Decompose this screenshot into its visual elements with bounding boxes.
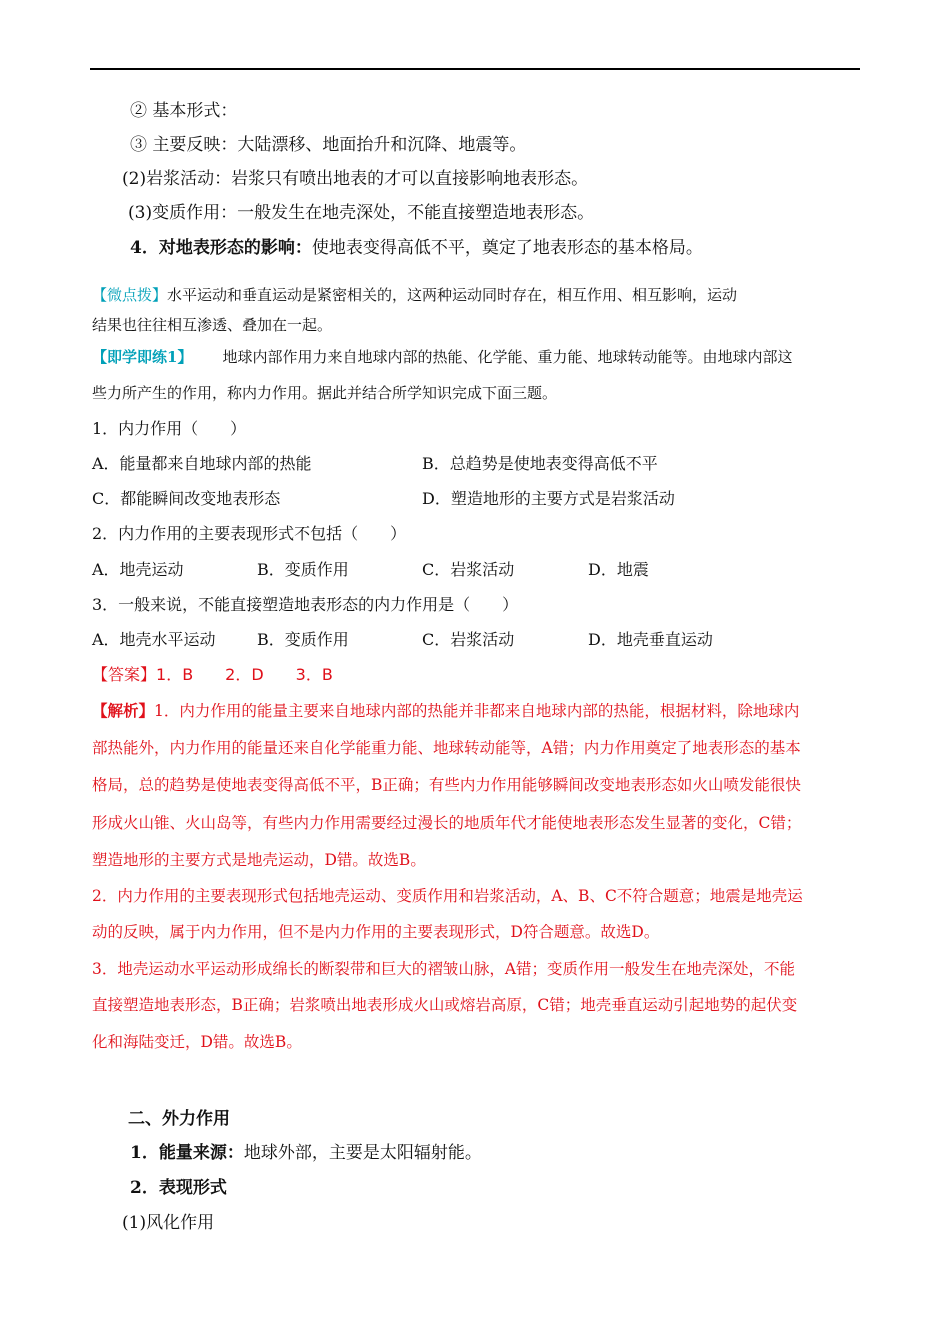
tip-text-1: 水平运动和垂直运动是紧密相关的，这两种运动同时存在，相互作用、相互影响，运动 (167, 286, 738, 304)
analysis-p3-l1: 3．地壳运动水平运动形成绵长的断裂带和巨大的褶皱山脉，A错；变质作用一般发生在地壳深处，不能 (92, 960, 796, 978)
analysis-line-1 (92, 700, 799, 722)
practice-text-1: 地球内部作用力来自地球内部的热能、化学能、重力能、地球转动能等。由地球内部这 (222, 348, 793, 366)
item-basic-form: ② 基本形式： (130, 101, 238, 121)
question-2-option-b: B．变质作用 (257, 560, 349, 579)
question-1-option-b: B．总趋势是使地表变得高低不平 (422, 454, 658, 473)
question-3-option-b: B．变质作用 (257, 630, 349, 649)
item-4-text: 使地表变得高低不平，奠定了地表形态的基本格局。 (311, 238, 703, 258)
analysis-label: 【解析】 (92, 701, 155, 720)
analysis-p2-l2: 动的反映，属于内力作用，但不是内力作用的主要表现形式，D符合题意。故选D。 (92, 923, 660, 941)
question-3-stem: 3．一般来说，不能直接塑造地表形态的内力作用是（ ） (92, 595, 519, 614)
tip-line-2: 结果也往往相互渗透、叠加在一起。 (92, 316, 333, 334)
analysis-p1-l4: 形成火山锥、火山岛等，有些内力作用需要经过漫长的地质年代才能使地表形态发生显著的变化，C错； (92, 814, 802, 832)
section-two-item-1 (130, 1142, 482, 1164)
analysis-p3-l2: 直接塑造地表形态，B正确；岩浆喷出地表形成火山或熔岩高原，C错；地壳垂直运动引起地势的起伏变 (92, 996, 798, 1014)
question-3-option-a: A．地壳水平运动 (92, 630, 216, 649)
question-1-option-c: C．都能瞬间改变地表形态 (92, 489, 281, 508)
item-main-reflection: ③ 主要反映：大陆漂移、地面抬升和沉降、地震等。 (130, 135, 527, 155)
question-1-option-d: D．塑造地形的主要方式是岩浆活动 (422, 489, 675, 508)
answer-text: 1．B 2．D 3．B (156, 665, 333, 684)
question-2-option-c: C．岩浆活动 (422, 560, 515, 579)
question-2-option-d: D．地震 (588, 560, 649, 579)
analysis-p2-l1: 2．内力作用的主要表现形式包括地壳运动、变质作用和岩浆活动，A、B、C不符合题意；地震是地壳运 (92, 887, 803, 905)
item-metamorphism: (3)变质作用：一般发生在地壳深处，不能直接塑造地表形态。 (128, 203, 595, 223)
question-2-stem: 2．内力作用的主要表现形式不包括（ ） (92, 524, 407, 543)
question-3-option-c: C．岩浆活动 (422, 630, 515, 649)
analysis-p1-l2: 部热能外，内力作用的能量还来自化学能重力能、地球转动能等，A错；内力作用奠定了地表形态的基本 (92, 739, 801, 757)
header-rule (90, 68, 860, 70)
analysis-p1-l3: 格局，总的趋势是使地表变得高低不平，B正确；有些内力作用能够瞬间改变地表形态如火山喷发能很快 (92, 776, 801, 794)
question-3-option-d: D．地壳垂直运动 (588, 630, 713, 649)
section-two-item-1-text: 地球外部，主要是太阳辐射能。 (243, 1143, 482, 1163)
practice-line-2: 些力所产生的作用，称内力作用。据此并结合所学知识完成下面三题。 (92, 384, 558, 402)
practice-label: 【即学即练1】 (92, 348, 193, 366)
question-1-stem: 1．内力作用（ ） (92, 419, 247, 438)
tip-label: 【微点拨】 (92, 286, 168, 304)
question-2-option-a: A．地壳运动 (92, 560, 184, 579)
tip-line-1 (92, 284, 737, 306)
analysis-p3-l3: 化和海陆变迁，D错。故选B。 (92, 1033, 302, 1051)
item-4-label: 4．对地表形态的影响： (130, 238, 312, 258)
section-two-item-2: 2．表现形式 (130, 1178, 227, 1198)
answer-label: 【答案】 (92, 665, 157, 684)
section-two-heading: 二、外力作用 (128, 1109, 230, 1129)
item-4 (130, 237, 703, 259)
item-magma-activity: (2)岩浆活动：岩浆只有喷出地表的才可以直接影响地表形态。 (122, 169, 589, 189)
question-1-option-a: A．能量都来自地球内部的热能 (92, 454, 312, 473)
answer-line (92, 664, 333, 686)
practice-line-1 (92, 346, 792, 368)
section-two-item-1-label: 1．能量来源： (130, 1143, 244, 1163)
section-two-weathering: (1)风化作用 (122, 1213, 215, 1233)
analysis-p1-l1: 1．内力作用的能量主要来自地球内部的热能并非都来自地球内部的热能，根据材料，除地球内 (154, 702, 800, 720)
analysis-p1-l5: 塑造地形的主要方式是地壳运动，D错。故选B。 (92, 851, 426, 869)
